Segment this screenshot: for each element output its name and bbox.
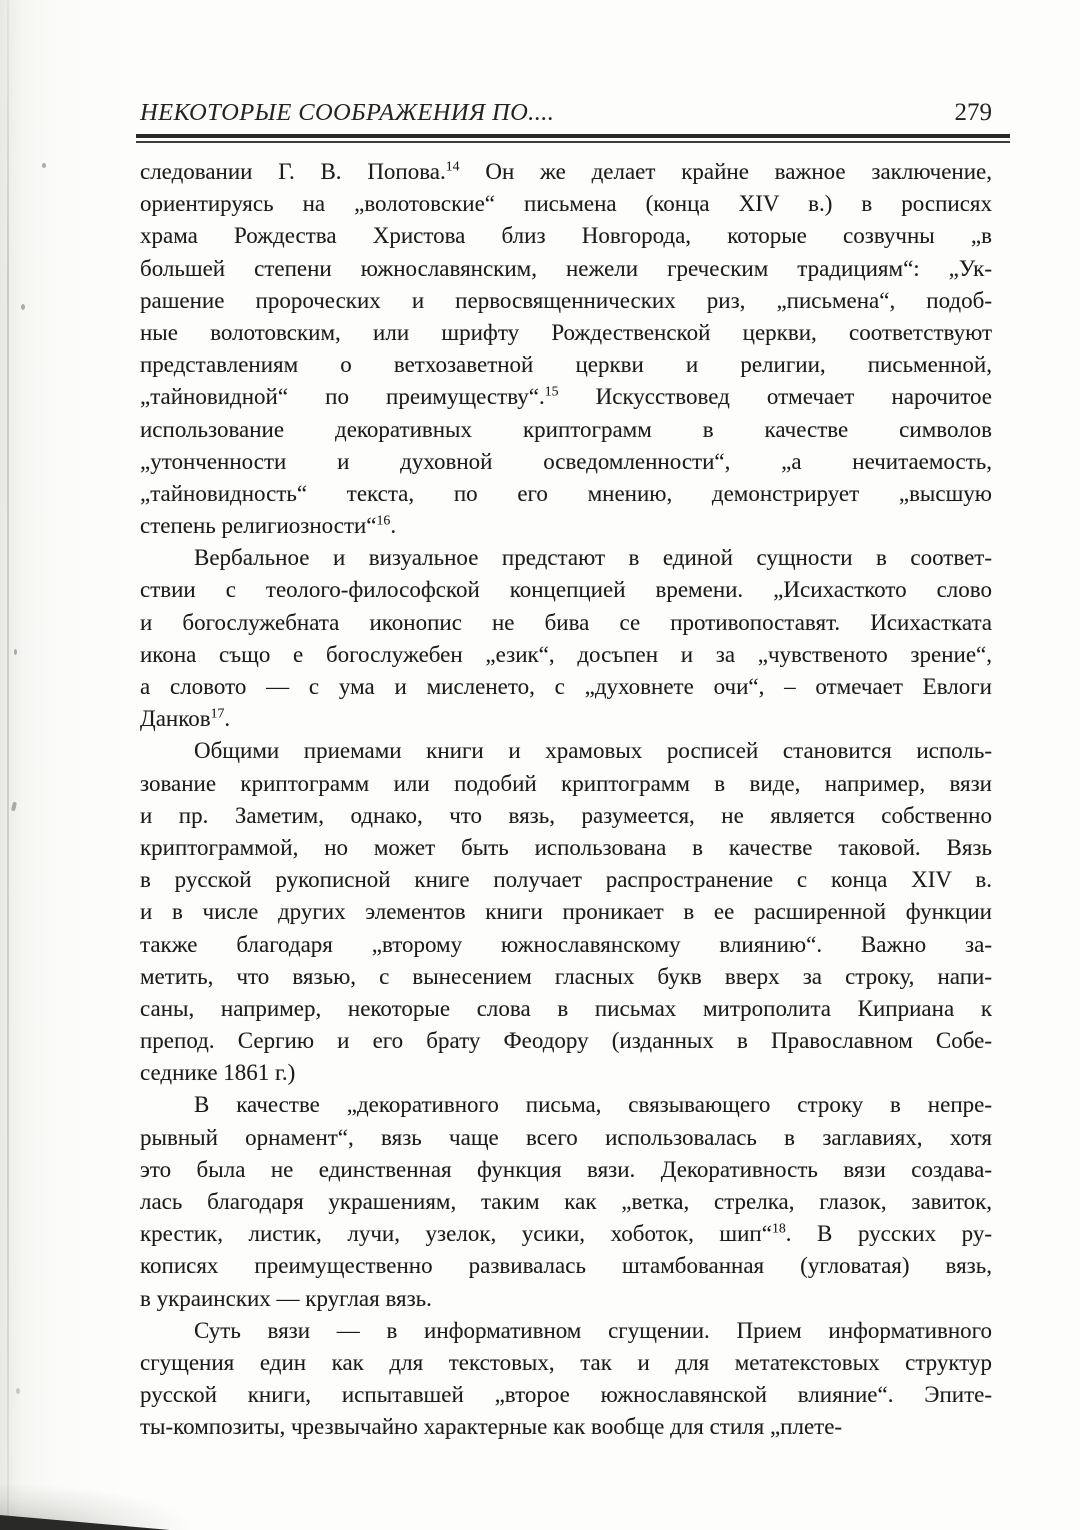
text-line: в украинских — круглая вязь.: [140, 1285, 432, 1311]
text-line: Общими приемами книги и храмовых росписей становится исполь-: [194, 738, 992, 764]
text-line: ты-композиты, чрезвычайно характерные как вообще для стиля „плете-: [140, 1414, 843, 1440]
text-line: ствии с теолого-философской концепцией времени. „Исихасткото слово: [140, 577, 992, 603]
text-line: Данков$^{17}$.: [140, 705, 231, 732]
text-line: В качестве „декоративного письма, связывающего строку в непре-: [194, 1092, 992, 1118]
page-number: 279: [954, 99, 992, 126]
text-line: большей степени южнославянским, нежели греческим традициям“: „Ук-: [140, 255, 992, 281]
footnote-marker: 18: [771, 1220, 786, 1236]
body-text: [140, 156, 992, 1444]
text-line: рывный орнамент“, вязь чаще всего использовалась в заглавиях, хотя: [140, 1124, 992, 1150]
text-line: препод. Сергию и его брату Феодору (изданных в Православном Собе-: [140, 1028, 992, 1054]
text-line: степень религиозности“$^{16}$.: [140, 512, 397, 539]
scan-speck: [16, 1388, 20, 1394]
text-line: ные волотовским, или шрифту Рождественской церкви, соответствуют: [140, 319, 992, 345]
text-line: „тайновидность“ текста, по его мнению, демонстрирует „высшую: [140, 480, 992, 506]
scan-corner-artifact: [0, 1515, 170, 1530]
text-line: храма Рождества Христова близ Новгорода, которые созвучны „в: [140, 223, 992, 249]
scan-speck: [21, 304, 25, 310]
scan-speck: [42, 163, 46, 168]
text-line: сгущения един как для текстовых, так и для метатекстовых структур: [140, 1349, 992, 1375]
text-line: криптограммой, но может быть использована в качестве таковой. Вязь: [140, 834, 992, 860]
text-line: Вербальное и визуальное предстают в единой сущности в соответ-: [194, 545, 992, 571]
text-line: а словото — с ума и мисленето, с „духовнете очи“, – отмечает Евлоги: [140, 674, 992, 699]
text-line: и пр. Заметим, однако, что вязь, разумеется, не является собственно: [140, 802, 992, 828]
text-line: „тайновидной“ по преимуществу“.$^{15}$ Искусствовед отмечает нарочитое: [140, 383, 992, 410]
text-line: это была не единственная функция вязи. Декоративность вязи создава-: [140, 1156, 992, 1182]
scan-left-edge-shadow: [0, 0, 130, 1530]
scan-page-fold-line: [7, 0, 9, 1530]
text-line: рашение пророческих и первосвященнических риз, „письмена“, подоб-: [140, 287, 992, 313]
text-line: Суть вязи — в информативном сгущении. Прием информативного: [194, 1317, 992, 1343]
header-rule-thin-line: [136, 141, 1010, 143]
text-line: и богослужебната иконопис не бива се противопоставят. Исихастката: [140, 609, 992, 635]
text-line: седнике 1861 г.): [140, 1060, 296, 1086]
text-line: представлениям о ветхозаветной церкви и религии, письменной,: [140, 352, 992, 378]
text-line: использование декоративных криптограмм в качестве символов: [140, 416, 992, 442]
header-rule: [136, 134, 1010, 143]
footnote-marker: 15: [544, 383, 559, 399]
text-line: лась благодаря украшениям, таким как „ветка, стрелка, глазок, завиток,: [140, 1189, 992, 1214]
text-line: русской книги, испытавшей „второе южнославянской влияние“. Эпите-: [140, 1382, 992, 1408]
text-line: следовании Г. В. Попова.$^{14}$ Он же делает крайне важное заключение,: [140, 158, 992, 184]
text-line: „утонченности и духовной осведомленности“, „а нечитаемость,: [140, 448, 992, 474]
text-line: в русской рукописной книге получает распространение с конца XIV в.: [140, 867, 992, 893]
running-head: [140, 99, 992, 127]
text-line: саны, например, некоторые слова в письмах митрополита Киприана к: [140, 995, 992, 1021]
text-line: икона също е богослужебен „език“, досъпен и за „чувственото зрение“,: [140, 641, 992, 667]
footnote-marker: 17: [210, 705, 225, 721]
footnote-marker: 14: [445, 158, 460, 174]
text-line: кописях преимущественно развивалась штамбованная (угловатая) вязь,: [140, 1253, 992, 1279]
footnote-marker: 16: [376, 512, 391, 528]
text-line: ориентируясь на „волотовские“ письмена (конца XIV в.) в росписях: [140, 191, 992, 217]
text-line: также благодаря „второму южнославянскому влиянию“. Важно за-: [140, 931, 992, 957]
text-line: крестик, листик, лучи, узелок, усики, хоботок, шип“$^{18}$. В русских ру-: [140, 1220, 992, 1247]
scan-speck: [11, 802, 17, 812]
text-line: и в числе других элементов книги проникает в ее расширенной функции: [140, 899, 992, 925]
text-line: зование криптограмм или подобий криптограмм в виде, например, вязи: [140, 770, 992, 796]
text-line: метить, что вязью, с вынесением гласных букв вверх за строку, напи-: [140, 963, 992, 989]
running-title: НЕКОТОРЫЕ СООБРАЖЕНИЯ ПО....: [140, 99, 555, 126]
scan-speck: [14, 649, 17, 655]
